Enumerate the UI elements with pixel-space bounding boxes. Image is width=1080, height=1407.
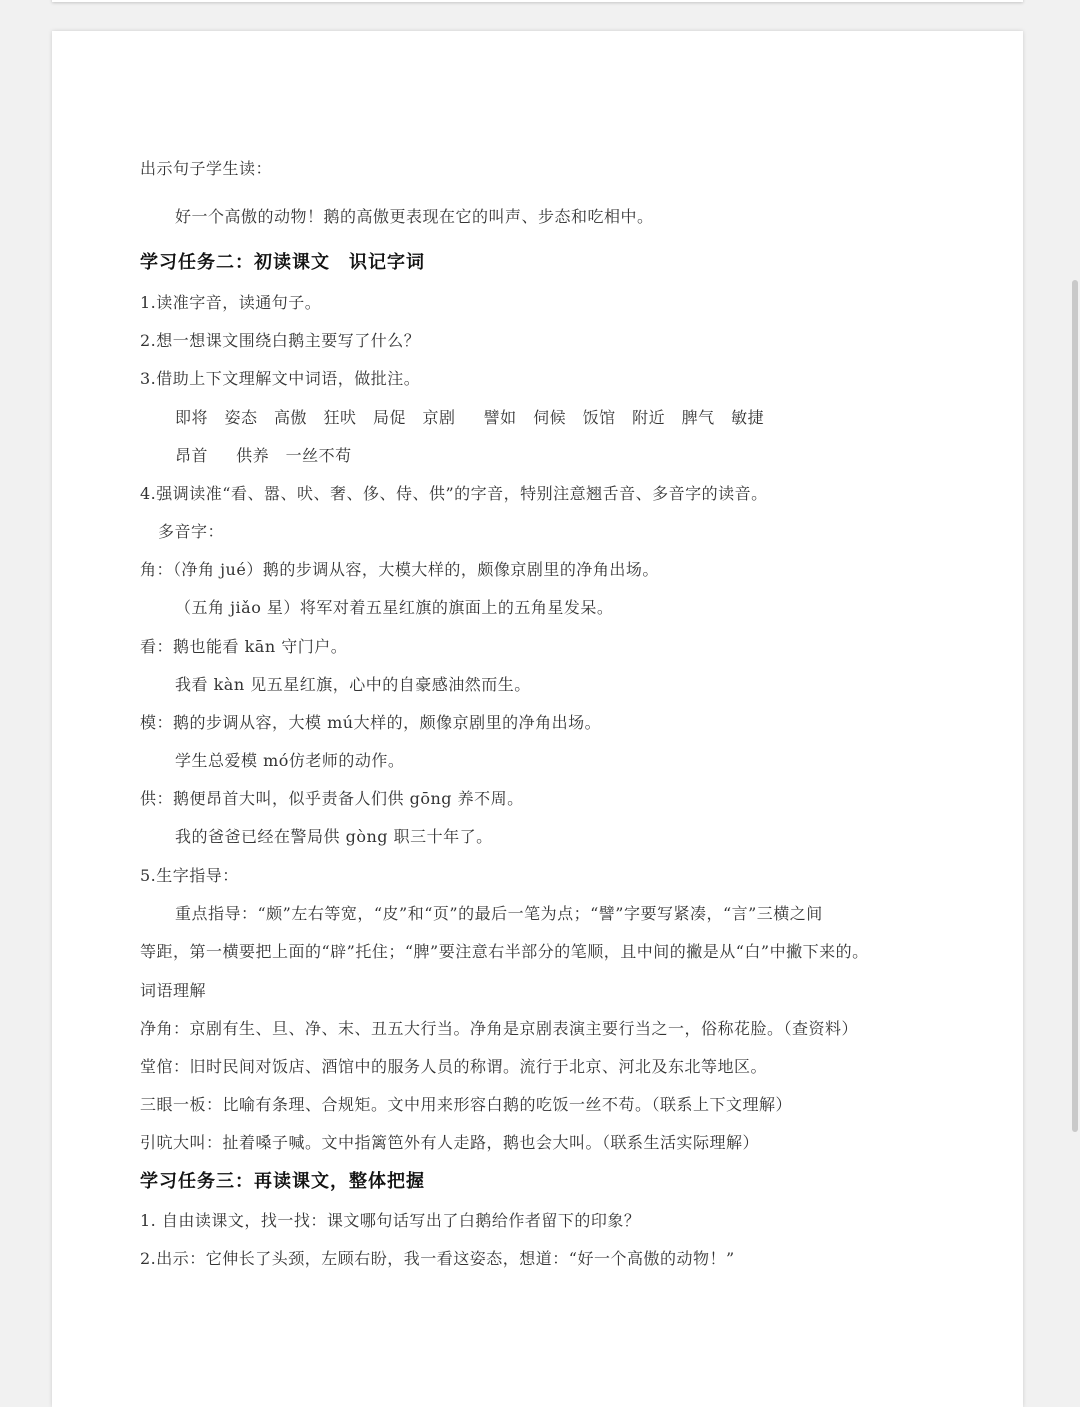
list-item-3: 3.借助上下文理解文中词语，做批注。 [140, 369, 421, 388]
polyphone-mo-2: 学生总爱模 mó仿老师的动作。 [175, 751, 405, 770]
vocabulary-list-row-1: 即将 姿态 高傲 狂吠 局促 京剧 譬如 伺候 饭馆 附近 脾气 敏捷 [175, 408, 765, 427]
word-definition-jingjiao: 净角：京剧有生、旦、净、末、丑五大行当。净角是京剧表演主要行当之一，俗称花脸。（查资料） [140, 1019, 859, 1038]
polyphone-gong-1: 供：鹅便昂首大叫，似乎责备人们供 gōng 养不周。 [140, 789, 524, 808]
document-page [52, 31, 1023, 1407]
list-item-4: 4.强调读准“看、嚣、吠、奢、侈、侍、供”的字音，特别注意翘舌音、多音字的读音。 [140, 484, 768, 503]
task-3-item-2: 2.出示：它伸长了头颈，左顾右盼，我一看这姿态，想道：“好一个高傲的动物！” [140, 1249, 735, 1268]
section-heading-task-3: 学习任务三：再读课文，整体把握 [140, 1171, 425, 1192]
list-item-5: 5.生字指导： [140, 866, 239, 885]
section-heading-task-2: 学习任务二：初读课文 识记字词 [140, 252, 425, 273]
word-definition-sanyanyiban: 三眼一板：比喻有条理、合规矩。文中用来形容白鹅的吃饭一丝不苟。（联系上下文理解） [140, 1095, 793, 1114]
list-item-2: 2.想一想课文围绕白鹅主要写了什么？ [140, 331, 421, 350]
word-understanding-heading: 词语理解 [140, 981, 207, 1000]
word-definition-yinhangdajiao: 引吭大叫：扯着嗓子喊。文中指篱笆外有人走路，鹅也会大叫。（联系生活实际理解） [140, 1133, 760, 1152]
previous-page-edge [52, 0, 1023, 2]
word-definition-tangguan: 堂倌：旧时民间对饭店、酒馆中的服务人员的称谓。流行于北京、河北及东北等地区。 [140, 1057, 768, 1076]
polyphone-kan-2: 我看 kàn 见五星红旗，心中的自豪感油然而生。 [175, 675, 531, 694]
character-guidance-line-2: 等距，第一横要把上面的“辟”托住；“脾”要注意右半部分的笔顺，且中间的撇是从“白”中撇下来的。 [140, 942, 869, 961]
vocabulary-list-row-2: 昂首 供养 一丝不苟 [175, 446, 352, 465]
polyphone-jiao-2: （五角 jiǎo 星）将军对着五星红旗的旗面上的五角星发呆。 [175, 598, 614, 617]
paragraph-show-sentence: 出示句子学生读： [140, 159, 273, 178]
polyphone-jiao-1: 角：（净角 jué）鹅的步调从容，大模大样的，颇像京剧里的净角出场。 [140, 560, 659, 579]
polyphone-gong-2: 我的爸爸已经在警局供 gòng 职三十年了。 [175, 827, 493, 846]
polyphone-kan-1: 看：鹅也能看 kān 守门户。 [140, 637, 348, 656]
paragraph-quote-sentence: 好一个高傲的动物！鹅的高傲更表现在它的叫声、步态和吃相中。 [175, 207, 654, 226]
character-guidance-line-1: 重点指导：“颇”左右等宽，“皮”和“页”的最后一笔为点；“譬”字要写紧凑，“言”三横之间 [175, 904, 823, 923]
polyphone-mo-1: 模：鹅的步调从容，大模 mú大样的，颇像京剧里的净角出场。 [140, 713, 602, 732]
vertical-scrollbar[interactable] [1072, 280, 1078, 1132]
polyphone-heading: 多音字： [158, 522, 225, 541]
task-3-item-1: 1. 自由读课文，找一找：课文哪句话写出了白鹅给作者留下的印象？ [140, 1211, 641, 1230]
list-item-1: 1.读准字音，读通句子。 [140, 293, 322, 312]
